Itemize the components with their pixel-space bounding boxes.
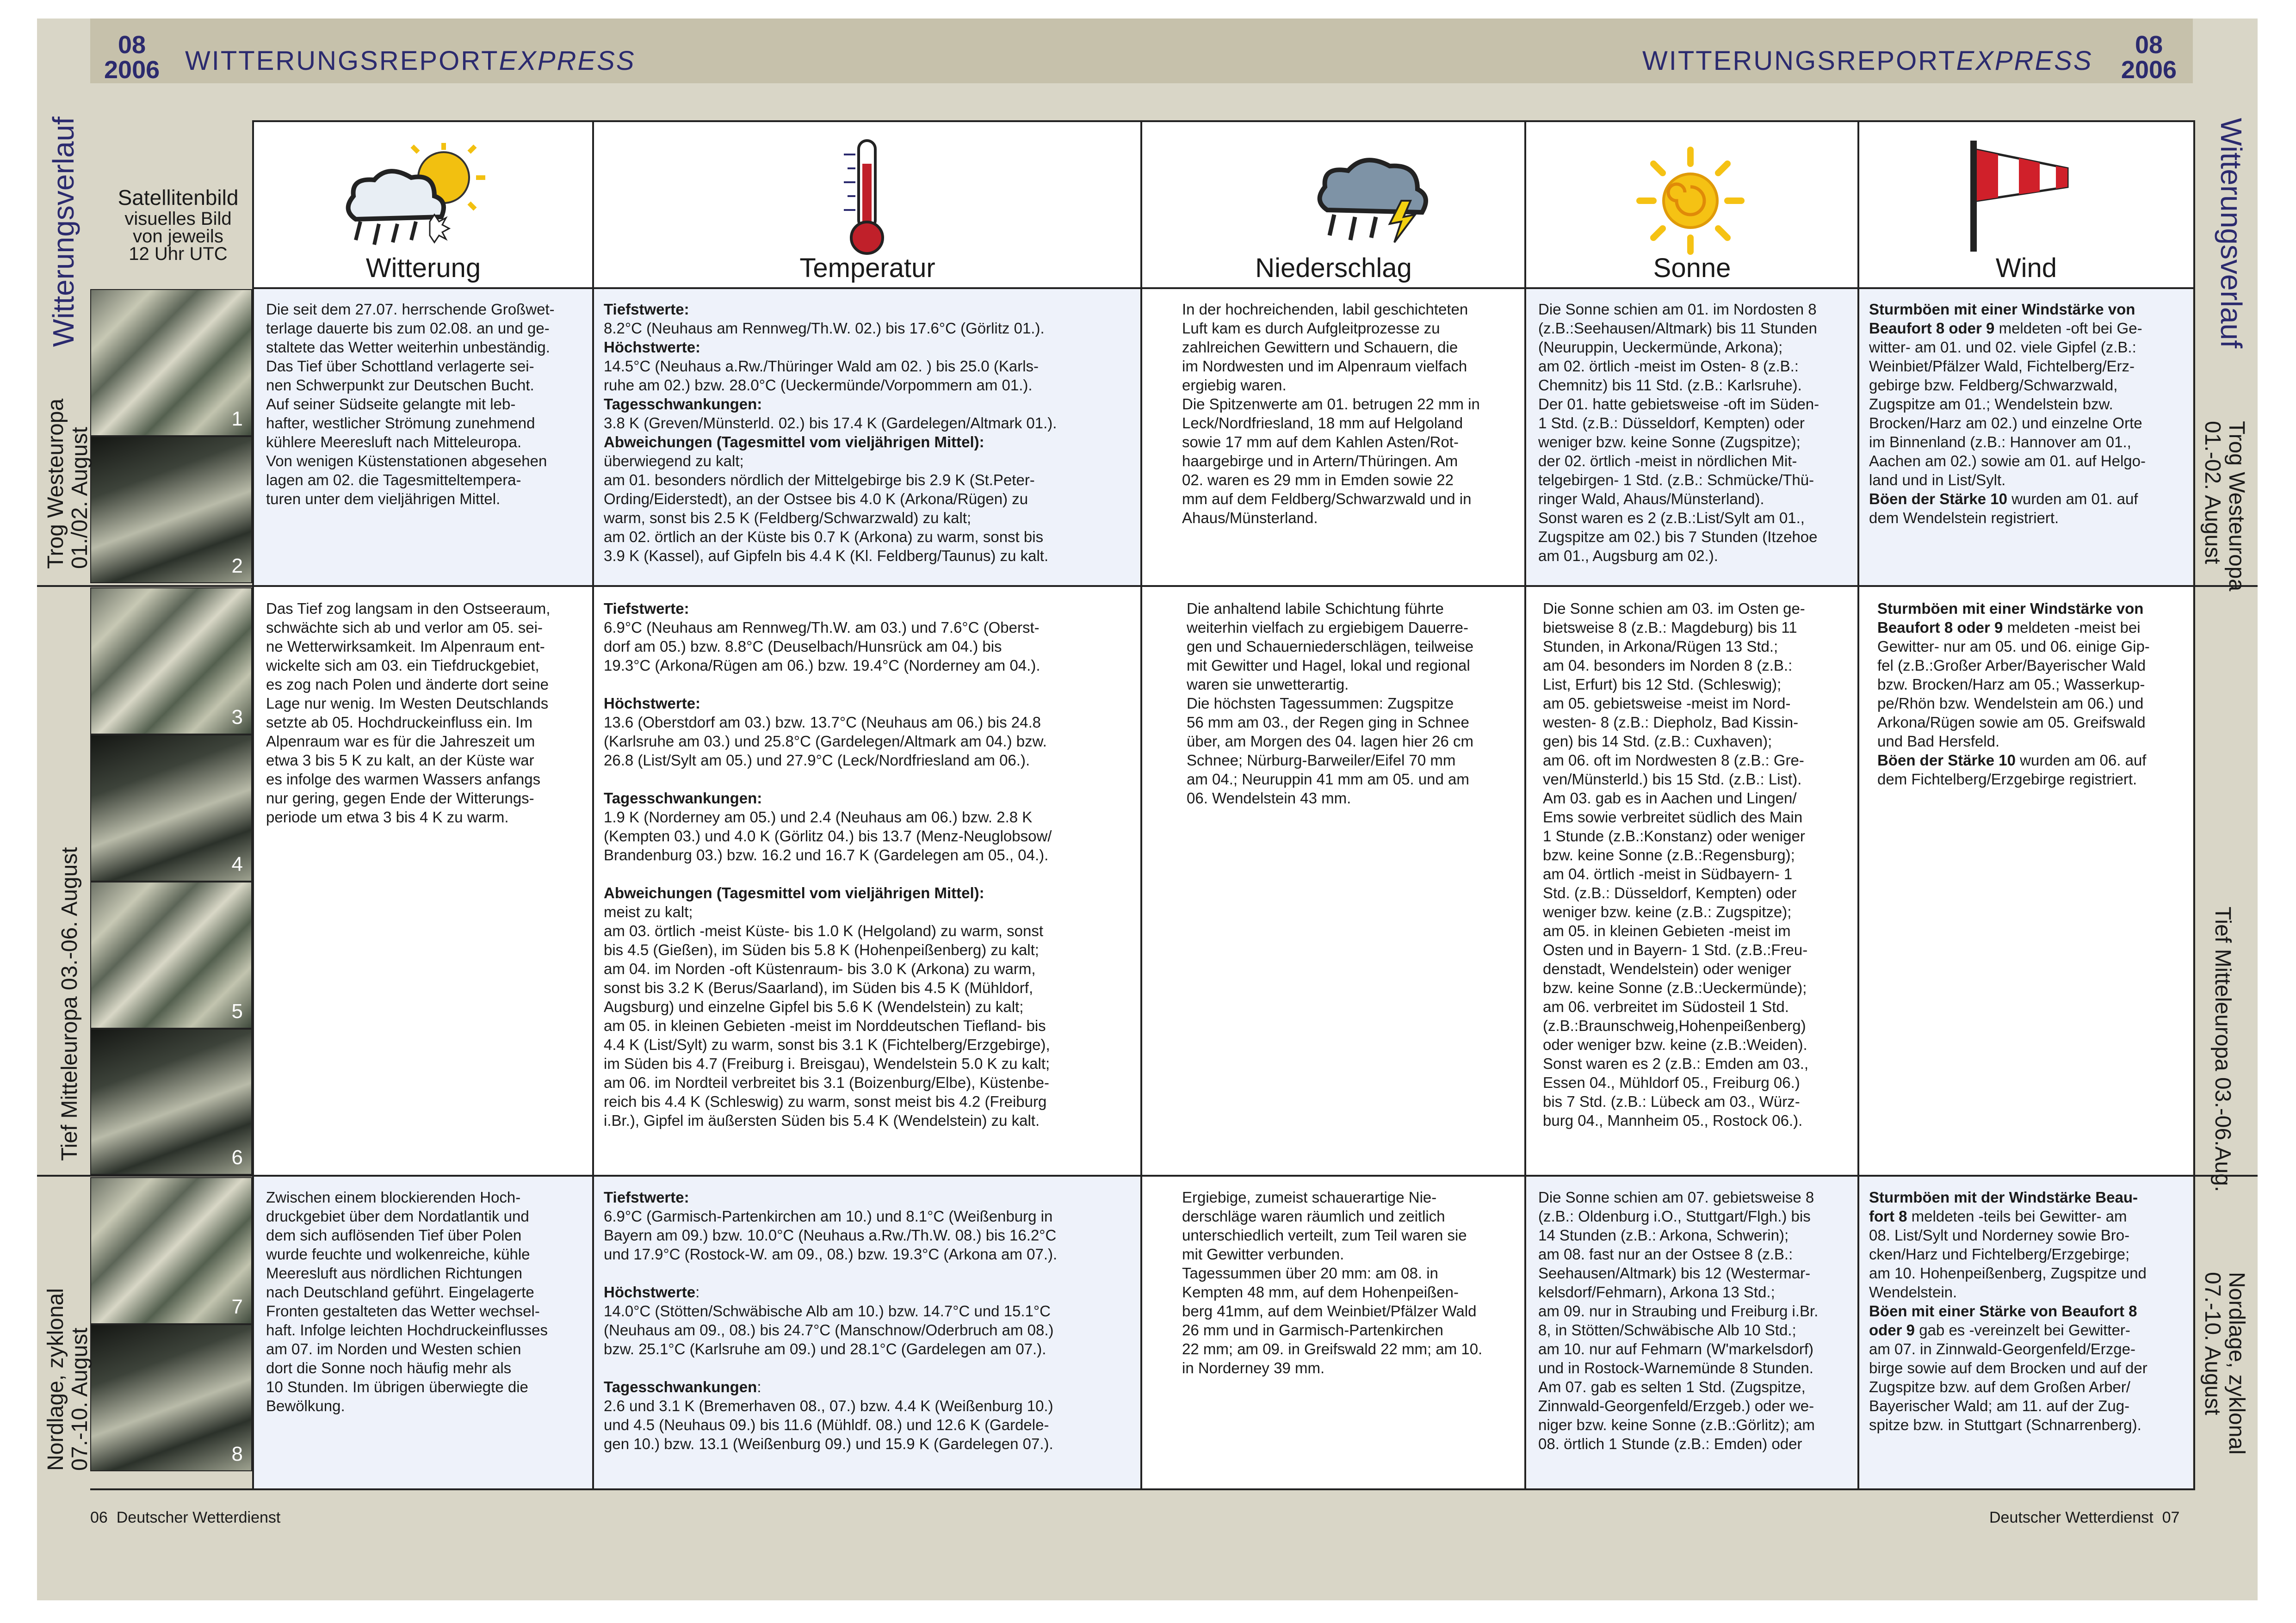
cloud-sun-icon — [337, 141, 504, 252]
satellite-image-2: 2 — [90, 436, 252, 583]
title-italic-right: EXPRESS — [1956, 46, 2093, 76]
row-3-label-right: Nordlage, zyklonal 07.-10. August — [2200, 1272, 2249, 1455]
row-3-label-left: Nordlage, zyklonal 07.-10. August — [43, 1288, 92, 1471]
title-main-left: WITTERUNGSREPORT — [185, 46, 499, 76]
issue-right-month: 08 — [2135, 31, 2163, 59]
row-3-niederschlag: Ergiebige, zumeist schauerartige Nie- derschläge waren räumlich und zeitlich unterschiedlich verteilt, zum Teil waren sie mit Gewitter verbunden. Tagessummen über 20 mm: am 08. in Kempten 48 mm, auf dem Hohenpeißen- berg 41mm, auf dem Weinbiet/Pfälzer Wald 26 mm und in Garmisch-Partenkirchen 22 mm; am 09. in Greifswald 22 mm; am 10. in Norderney 39 mm. — [1182, 1189, 1483, 1376]
column-title-temperatur: Temperatur — [799, 253, 935, 283]
footer-right-page: 07 — [2162, 1509, 2180, 1526]
storm-cloud-icon — [1313, 145, 1434, 247]
row-1-wind: Sturmböen mit einer Windstärke von Beaufort 8 oder 9 meldeten -oft bei Ge- witter- am 01. und 02. viele Gipfel (z.B.: Weinbiet/Pfälzer Wald, Fichtelberg/Erz- gebirge bzw. Feldberg/Schwarzwald, Zugspitze am 01.; Wendelstein bzw. Brocken/Harz am 02.) und einzelne Orte im Binnenland (z.B.: Hannover am 01., Aachen am 02.) sowie am 01. auf Helgo- land und in List/Sylt. Böen der Stärke 10 wurden am 01. auf dem Wendelstein registriert. — [1869, 301, 2146, 526]
satellite-caption: visuelles Bild von jeweils 12 Uhr UTC — [124, 209, 232, 264]
row-1-witterung: Die seit dem 27.07. herrschende Großwet- terlage dauerte bis zum 02.08. an und ge- staltete das Wetter weiterhin unbeständig. Das Tief über Schottland verlagerte sei- nen Schwerpunkt zur Deutschen Bucht. Auf seiner Südseite gelangte mit leb- hafter, westlicher Strömung zunehmend kühlere Meeresluft nach Mitteleuropa. Von wenigen Küstenstationen abgesehen lagen am 02. die Tagesmitteltempera- turen unter dem vieljährigen Mittel. — [266, 301, 555, 507]
sun-icon — [1635, 145, 1746, 256]
row-2-temperatur: Tiefstwerte: 6.9°C (Neuhaus am Rennweg/Th.W. am 03.) und 7.6°C (Oberst- dorf am 05.) bzw. 8.8°C (Deuselbach/Hunsrück am 04.) bis 19.3°C (Arkona/Rügen am 06.) bzw. 19.4°C (Norderney am 04.). Höchstwerte: 13.6 (Oberstdorf am 03.) bzw. 13.7°C (Neuhaus am 06.) bis 24.8 (Karlsruhe am 03.) und 25.8°C (Gardelegen/Altmark am 04.) bzw. 26.8 (List/Sylt am 05.) und 27.9°C (Leck/Nordfriesland am 06.). Tagesschwankungen: 1.9 K (Norderney am 05.) und 2.4 (Neuhaus am 06.) bzw. 2.8 K (Kempten 03.) und 4.0 K (Görlitz 04.) bis 13.7 (Menz-Neuglobsow/ Brandenburg 03.) bzw. 16.2 und 16.7 K (Gardelegen am 05., 04.). Abweichungen (Tagesmittel vom vieljährigen Mittel): meist zu kalt; am 03. örtlich -meist Küste- bis 1.0 K (Helgoland) zu warm, sonst bis 4.5 (Gießen), im Süden bis 5.8 K (Hohenpeißenberg) zu kalt; am 04. im Norden -oft Küstenraum- bis 3.0 K (Arkona) zu warm, sonst bis 3.2 K (Berus/Saarland), im Süden bis 4.5 K (Mühldorf, Augsburg) und einzelne Gipfel bis 5.6 K (Wendelstein) zu kalt; am 05. in kleinen Gebieten -meist im Norddeutschen Tiefland- bis 4.4 K (List/Sylt) zu warm, sonst bis 3.1 K (Fichtelberg/Erzgebirge), im Süden bis 4.7 (Freiburg i. Breisgau), Wendelstein 5.0 K zu kalt; am 06. im Nordteil verbreitet bis 3.1 (Boizenburg/Elbe), Küstenbe- reich bis 4.4 K (Schleswig) zu warm, sonst meist bis 4.2 (Freiburg i.Br.), Gipfel im äußersten Süden bis 5.4 K (Wendelstein) zu kalt. — [604, 600, 1052, 1129]
satellite-image-7: 7 — [90, 1177, 252, 1324]
row-2-sonne: Die Sonne schien am 03. im Osten ge- bietsweise 8 (z.B.: Magdeburg) bis 11 Stunden, in Arkona/Rügen 13 Std.; am 04. besonders im Norden 8 (z.B.: List, Erfurt) bis 12 Std. (Schleswig); am 05. gebietsweise -meist im Nord- westen- 8 (z.B.: Diepholz, Bad Kissin- gen) bis 14 Std. (z.B.: Cuxhaven); am 06. oft im Nordwesten 8 (z.B.: Gre- ven/Münsterld.) bis 15 Std. (z.B.: List). Am 03. gab es in Aachen und Lingen/ Ems sowie verbreitet südlich des Main 1 Stunde (z.B.:Konstanz) oder weniger bzw. keine Sonne (z.B.:Regensburg); am 04. örtlich -meist in Südbayern- 1 Std. (z.B.: Düsseldorf, Kempten) oder weniger bzw. keine (z.B.: Zugspitze); am 05. in kleinen Gebieten -meist im Osten und in Bayern- 1 Std. (z.B.:Freu- denstadt, Wendelstein) oder weniger bzw. keine Sonne (z.B.:Ueckermünde); am 06. verbreitet im Südosteil 1 Std. (z.B.:Braunschweig,Hohenpeißenberg) oder weniger bzw. keine (z.B.:Weiden). Sonst waren es 2 (z.B.: Emden am 03., Essen 04., Mühldorf 05., Freiburg 06.) bis 7 Std. (z.B.: Lübeck am 03., Würz- burg 04., Mannheim 05., Rostock 06.). — [1543, 600, 1809, 1129]
grid-line-v6 — [2193, 289, 2195, 1489]
title-italic-left: EXPRESS — [499, 46, 636, 76]
row-3-sonne: Die Sonne schien am 07. gebietsweise 8 (z.B.: Oldenburg i.O., Stuttgart/Flgh.) bis 14 Stunden (z.B.: Arkona, Schwerin); am 08. fast nur an der Ostsee 8 (z.B.: Seehausen/Altmark) bis 12 (Westermar- kelsdorf/Fehmarn), Arkona 13 Std.; am 09. nur in Straubing und Freiburg i.Br. 8, in Stötten/Schwäbische Alb 10 Std.; am 10. nur auf Fehmarn (W'markelsdorf) und in Rostock-Warnemünde 8 Stunden. Am 07. gab es selten 1 Std. (Zugspitze, Zinnwald-Georgenfeld/Erzgeb.) oder we- niger bzw. keine Sonne (z.B.:Görlitz); am 08. örtlich 1 Stunde (z.B.: Emden) oder — [1538, 1189, 1819, 1452]
header-cell-witterung — [252, 120, 594, 289]
grid-line-v3 — [1140, 289, 1142, 1489]
footer-right — [1989, 1509, 2179, 1527]
row-3-wind: Sturmböen mit der Windstärke Beau- fort 8 meldeten -teils bei Gewitter- am 08. List/Sylt und Norderney sowie Bro- cken/Harz und Fichtelberg/Erzgebirge; am 10. Hohenpeißenberg, Zugspitze und Wendelstein. Böen mit einer Stärke von Beaufort 8 oder 9 gab es -vereinzelt bei Gewitter- am 07. in Zinnwald-Georgenfeld/Erzge- birge sowie auf dem Brocken und auf der Zugspitze bzw. auf dem Großen Arber/ Bayerischer Wald; am 11. auf der Zug- spitze bzw. in Stuttgart (Schnarrenberg). — [1869, 1189, 2147, 1433]
row-1-sonne: Die Sonne schien am 01. im Nordosten 8 (z.B.:Seehausen/Altmark) bis 11 Stunden (Neuruppin, Ueckermünde, Arkona); am 02. örtlich -meist im Osten- 8 (z.B.: Chemnitz) bis 11 Std. (z.B.: Karlsruhe). Der 01. hatte gebietsweise -oft im Süden- 1 Std. (z.B.: Düsseldorf, Kempten) oder weniger bzw. keine Sonne (Zugspitze); der 02. örtlich -meist in nördlichen Mit- telgebirgen- 1 Std. (z.B.: Schmücke/Thü- ringer Wald, Ahaus/Münsterland). Sonst waren es 2 (z.B.:List/Sylt am 01., Zugspitze am 02.) bis 7 Stunden (Itzehoe am 01., Augsburg am 02.). — [1538, 301, 1819, 564]
footer-left — [90, 1509, 280, 1527]
issue-left-year: 2006 — [104, 56, 160, 84]
issue-right-year: 2006 — [2121, 56, 2177, 84]
header-cell-wind — [1857, 120, 2195, 289]
issue-left-month: 08 — [118, 31, 146, 59]
row-2-witterung: Das Tief zog langsam in den Ostseeraum, schwächte sich ab und verlor am 05. sei- ne Wetterwirksamkeit. Im Alpenraum ent- wickelte sich am 03. ein Tiefdruckgebiet, es zog nach Polen und änderte dort seine Lage nur wenig. Im Westen Deutschlands setzte ab 05. Hochdruckeinfluss ein. Im Alpenraum war es für die Jahreszeit um etwa 3 bis 5 K zu kalt, an der Küste war es infolge des warmen Wassers anfangs nur gering, gegen Ende der Witterungs- periode um etwa 3 bis 4 K zu warm. — [266, 600, 551, 826]
row-3-temperatur: Tiefstwerte: 6.9°C (Garmisch-Partenkirchen am 10.) und 8.1°C (Weißenburg in Bayern am 09.) bzw. 10.0°C (Neuhaus a.Rw./Th.W. 08.) bis 16.2°C und 17.9°C (Rostock-W. am 09., 08.) bzw. 19.3°C (Arkona am 07.). Höchstwerte: 14.0°C (Stötten/Schwäbische Alb am 10.) bzw. 14.7°C und 15.1°C (Neuhaus am 09., 08.) bis 24.7°C (Manschnow/Oderbruch am 08.) bzw. 25.1°C (Karlsruhe am 09.) und 28.1°C (Gardelegen am 07.). Tagesschwankungen: 2.6 und 3.1 K (Bremerhaven 08., 07.) bzw. 4.4 K (Weißenburg 10.) und 4.5 (Neuhaus 09.) bis 11.6 (Mühldf. 08.) und 12.6 K (Gardele- gen 10.) bzw. 13.1 (Weißenburg 09.) und 15.9 K (Gardelegen 07.). — [604, 1189, 1058, 1452]
satellite-image-8: 8 — [90, 1324, 252, 1471]
footer-right-publisher: Deutscher Wetterdienst — [1989, 1509, 2154, 1526]
row-1-label-right: Trog Westeuropa 01.-02. August — [2200, 421, 2249, 592]
grid-line-v4 — [1524, 289, 1526, 1489]
header-cell-niederschlag — [1140, 120, 1527, 289]
issue-left — [104, 32, 160, 82]
grid-line-v1 — [252, 289, 254, 1489]
thermometer-icon — [835, 136, 899, 256]
column-title-witterung: Witterung — [365, 253, 481, 283]
row-2-label-left: Tief Mitteleuropa 03.-06. August — [57, 847, 82, 1161]
satellite-image-6: 6 — [90, 1029, 252, 1175]
column-title-wind: Wind — [1995, 253, 2057, 283]
row-2-label-right: Tief Mitteleuropa 03.-06.Aug. — [2210, 907, 2235, 1192]
grid-line-h3 — [90, 1488, 2195, 1490]
row-2-niederschlag: Die anhaltend labile Schichtung führte weiterhin vielfach zu ergiebigem Dauerre- gen und Schauerniederschlägen, teilweise mit Gewitter und Hagel, lokal und regional waren sie unwetterartig. Die höchsten Tagessummen: Zugspitze 56 mm am 03., der Regen ging in Schnee über, am Morgen des 04. lagen hier 26 cm Schnee; Nürburg-Barweiler/Eifel 70 mm am 04.; Neuruppin 41 mm am 05. und am 06. Wendelstein 43 mm. — [1187, 600, 1474, 807]
grid-line-h1 — [37, 585, 2258, 587]
row-3-witterung: Zwischen einem blockierenden Hoch- druckgebiet über dem Nordatlantik und dem sich auflösenden Tief über Polen wurde feuchte und wolkenreiche, kühle Meeresluft aus nördlichen Richtungen nach Deutschland geführt. Eingelagerte Fronten gestalteten das Wetter wechsel- haft. Infolge leichten Hochdruckeinflusses am 07. im Norden und Westen schien dort die Sonne noch häufig mehr als 10 Stunden. Im übrigen überwiegte die Bewölkung. — [266, 1189, 548, 1414]
satellite-title: Satellitenbild — [118, 185, 239, 210]
satellite-image-3: 3 — [90, 587, 252, 734]
satellite-image-4: 4 — [90, 734, 252, 882]
header-cell-sonne — [1524, 120, 1860, 289]
side-label-left: Witterungsverlauf — [47, 117, 80, 347]
satellite-header — [109, 185, 248, 263]
grid-line-v5 — [1857, 289, 1859, 1489]
column-title-niederschlag: Niederschlag — [1255, 253, 1412, 283]
row-1-label-left: Trog Westeuropa 01./02. August — [43, 398, 92, 569]
satellite-image-1: 1 — [90, 289, 252, 436]
grid-line-v2 — [592, 289, 594, 1489]
windsock-icon — [1961, 136, 2081, 256]
side-label-right: Witterungsverlauf — [2215, 118, 2248, 348]
row-2-wind: Sturmböen mit einer Windstärke von Beaufort 8 oder 9 meldeten -meist bei Gewitter- nur am 05. und 06. einige Gip- fel (z.B.:Großer Arber/Bayerischer Wald bzw. Brocken/Harz am 05.; Wasserkup- pe/Rhön bzw. Wendelstein am 06.) und Arkona/Rügen sowie am 05. Greifswald und Bad Hersfeld. Böen der Stärke 10 wurden am 06. auf dem Fichtelberg/Erzgebirge registriert. — [1877, 600, 2150, 788]
footer-left-page: 06 — [90, 1509, 108, 1526]
satellite-image-5: 5 — [90, 882, 252, 1029]
column-title-sonne: Sonne — [1653, 253, 1731, 283]
header-cell-temperatur — [592, 120, 1143, 289]
page-title-left — [185, 45, 636, 76]
footer-left-publisher: Deutscher Wetterdienst — [116, 1509, 281, 1526]
page-title-right — [1642, 45, 2093, 76]
row-1-niederschlag: In der hochreichenden, labil geschichteten Luft kam es durch Aufgleitprozesse zu zahlreichen Gewittern und Schauern, die im Nordwesten und im Alpenraum vielfach ergiebig waren. Die Spitzenwerte am 01. betrugen 22 mm in Leck/Nordfriesland, 18 mm auf Helgoland sowie 17 mm auf dem Kahlen Asten/Rot- haargebirge und in Artern/Thüringen. Am 02. waren es 29 mm in Emden sowie 22 mm auf dem Feldberg/Schwarzwald und in Ahaus/Münsterland. — [1182, 301, 1480, 526]
grid-line-h2 — [37, 1175, 2258, 1177]
issue-right — [2119, 32, 2179, 82]
row-1-temperatur: Tiefstwerte: 8.2°C (Neuhaus am Rennweg/Th.W. 02.) bis 17.6°C (Görlitz 01.). Höchstwerte: 14.5°C (Neuhaus a.Rw./Thüringer Wald am 02. ) bis 25.0 (Karls- ruhe am 02.) bzw. 28.0°C (Ueckermünde/Vorpommern am 01.). Tagesschwankungen: 3.8 K (Greven/Münsterld. 02.) bis 17.4 K (Gardelegen/Altmark 01.). Abweichungen (Tagesmittel vom vieljährigen Mittel): überwiegend zu kalt; am 01. besonders nördlich der Mittelgebirge bis 2.9 K (St.Peter- Ording/Eiderstedt), an der Ostsee bis 4.0 K (Arkona/Rügen) zu warm, sonst bis 2.5 K (Feldberg/Schwarzwald) zu kalt; am 02. örtlich an der Küste bis 0.7 K (Arkona) zu warm, sonst bis 3.9 K (Kassel), auf Gipfeln bis 4.4 K (Kl. Feldberg/Taunus) zu kalt. — [604, 301, 1057, 564]
title-main-right: WITTERUNGSREPORT — [1642, 46, 1956, 76]
